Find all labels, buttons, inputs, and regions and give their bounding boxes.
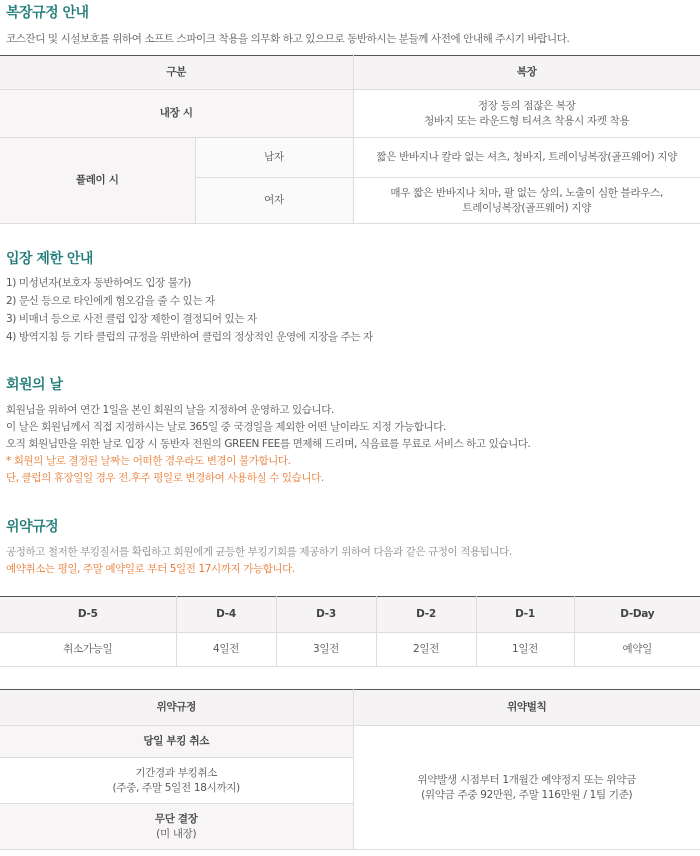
penalty-line2: (위약금 주중 92만원, 주말 116만원 / 1팀 기준) — [421, 788, 633, 801]
cancel-head-cell: D-1 — [476, 597, 574, 633]
cancel-head-cell: D-Day — [574, 597, 700, 633]
rule-no-show — [0, 804, 353, 850]
entry-item: 1) 미성년자(보호자 동반하여도 입장 불가) — [6, 277, 192, 289]
entry-item: 2) 문신 등으로 타인에게 혐오감을 줄 수 있는 자 — [6, 295, 215, 307]
dress-visit-text — [353, 90, 700, 138]
rules-head-rule: 위약규정 — [0, 690, 353, 726]
dress-female-line1: 매우 짧은 반바지나 치마, 팔 없는 상의, 노출이 심한 블라우스, — [390, 186, 664, 199]
member-day-note: * 회원의 날로 결정된 날짜는 어떠한 경우라도 변경이 불가합니다. — [6, 455, 291, 467]
entry-item: 4) 방역지침 등 기타 클럽의 규정을 위반하여 클럽의 정상적인 운영에 지장을 주는 자 — [6, 331, 373, 343]
member-day-title: 회원의 날 — [6, 377, 63, 393]
dress-female-label: 여자 — [195, 178, 353, 224]
rule-noshow-line1: 무단 결장 — [154, 812, 198, 825]
member-day-line: 오직 회원님만을 위한 날로 입장 시 동반자 전원의 GREEN FEE를 면제해 드리며, 식음료를 무료로 서비스 하고 있습니다. — [6, 438, 531, 450]
entry-title: 입장 제한 안내 — [6, 251, 93, 267]
cancel-head-cell: D-3 — [276, 597, 376, 633]
rule-late-line2: (주중, 주말 5일전 18시까지) — [112, 781, 240, 794]
penalty-title: 위약규정 — [6, 519, 59, 535]
rule-late-line1: 기간경과 부킹취소 — [135, 766, 218, 779]
cancel-row-cell: 취소가능일 — [0, 633, 176, 667]
rule-same-day: 당일 부킹 취소 — [0, 726, 353, 758]
dress-head-category: 구분 — [0, 56, 353, 90]
dress-code-title: 복장규정 안내 — [6, 5, 89, 21]
dress-visit-line2: 청바지 또는 라운드형 티셔츠 착용시 자켓 착용 — [424, 114, 630, 127]
dress-visit-label: 내장 시 — [0, 90, 353, 138]
member-day-line: 회원님을 위하여 연간 1일을 본인 회원의 날을 지정하여 운영하고 있습니다. — [6, 404, 334, 416]
dress-visit-line1: 정장 등의 점잖은 복장 — [477, 99, 576, 112]
cancel-head-cell: D-5 — [0, 597, 176, 633]
penalty-desc: 공정하고 철저한 부킹질서를 확립하고 회원에게 균등한 부킹기회를 제공하기 위하여 다음과 같은 규정이 적용됩니다. — [6, 546, 512, 558]
cancel-row-cell: 예약일 — [574, 633, 700, 667]
rule-noshow-line2: (미 내장) — [156, 827, 197, 840]
penalty-note: 예약취소는 평일, 주말 예약일로 부터 5일전 17시까지 가능합니다. — [6, 563, 295, 575]
dress-head-attire: 복장 — [353, 56, 700, 90]
cancel-head-cell: D-4 — [176, 597, 276, 633]
penalty-rules-table — [0, 689, 700, 850]
dress-code-desc: 코스잔디 및 시설보호를 위하여 소프트 스파이크 착용을 의무화 하고 있으므로 동반하시는 분들께 사전에 안내해 주시기 바랍니다. — [6, 33, 570, 45]
member-day-note: 단, 클럽의 휴장일일 경우 전.후주 평일로 변경하여 사용하실 수 있습니다. — [6, 472, 324, 484]
dress-play-label: 플레이 시 — [0, 138, 195, 224]
member-day-line: 이 날은 회원님께서 직접 지정하시는 날로 365일 중 국경일을 제외한 어떤 날이라도 지정 가능합니다. — [6, 421, 446, 433]
entry-item: 3) 비매너 등으로 사전 클럽 입장 제한이 결정되어 있는 자 — [6, 313, 257, 325]
dress-female-text — [353, 178, 700, 224]
penalty-line1: 위약발생 시점부터 1개월간 예약정지 또는 위약금 — [417, 773, 636, 786]
cancel-row-cell: 4일전 — [176, 633, 276, 667]
cancel-row-cell: 3일전 — [276, 633, 376, 667]
cancel-head-cell: D-2 — [376, 597, 476, 633]
rules-head-penalty: 위약벌칙 — [353, 690, 700, 726]
cancel-row-cell: 2일전 — [376, 633, 476, 667]
penalty-text — [353, 726, 700, 850]
dress-female-line2: 트레이닝복장(골프웨어) 지양 — [462, 201, 592, 214]
cancel-row-cell: 1일전 — [476, 633, 574, 667]
cancel-deadline-table — [0, 596, 700, 667]
dress-code-table — [0, 55, 700, 224]
dress-male-text: 짧은 반바지나 칼라 없는 셔츠, 청바지, 트레이닝복장(골프웨어) 지양 — [353, 138, 700, 178]
dress-male-label: 남자 — [195, 138, 353, 178]
rule-late-cancel — [0, 758, 353, 804]
